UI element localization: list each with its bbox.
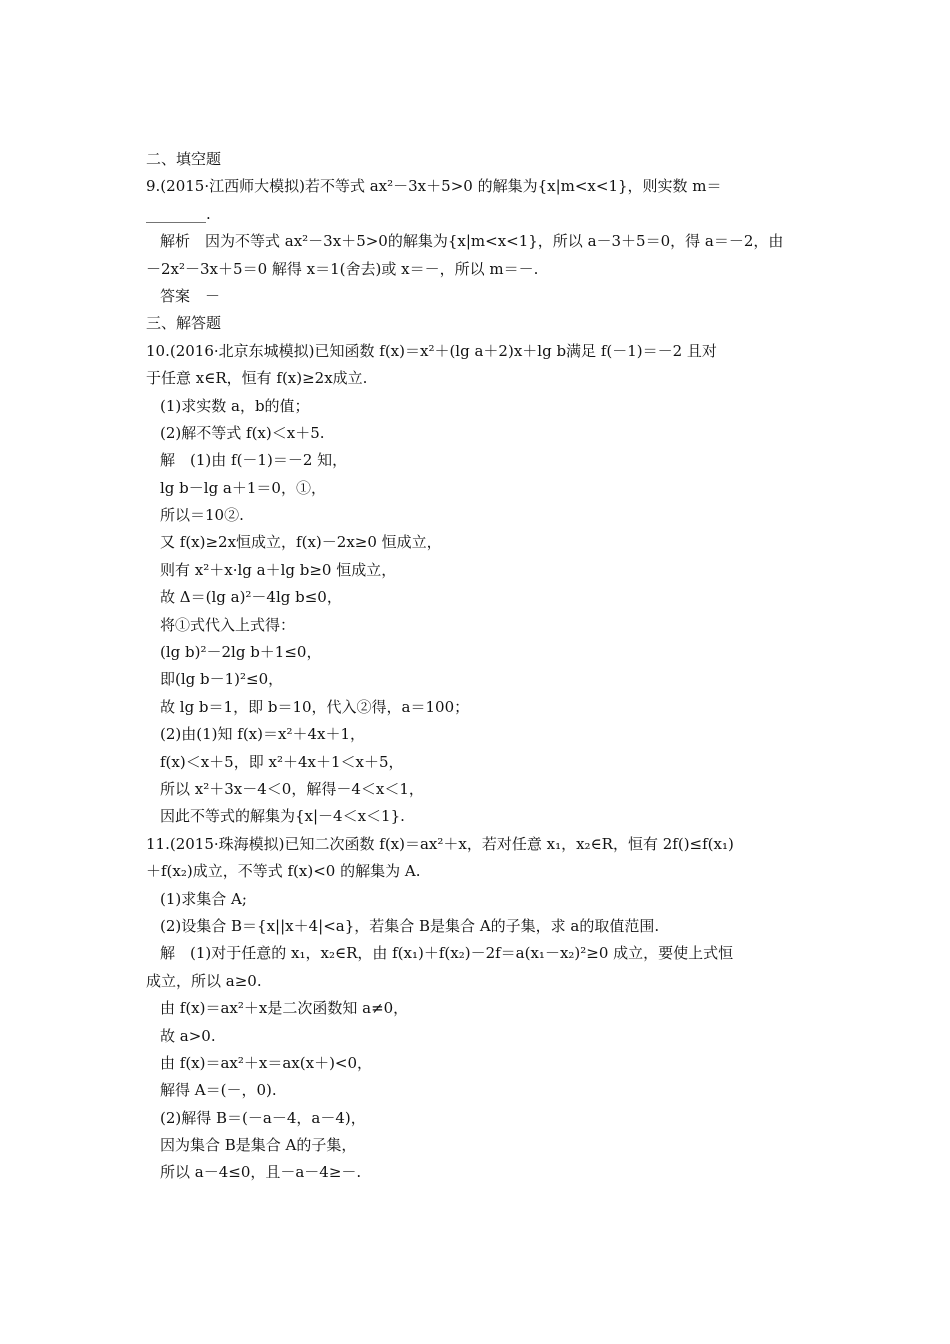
section-heading-solution: 三、解答题 <box>146 314 222 333</box>
problem-10-solution-line: 解 (1)由 f(－1)＝－2 知， <box>160 451 348 470</box>
problem-9-analysis: 解析 因为不等式 ax²－3x＋5>0的解集为{x|m<x<1}，所以 a－3＋5＝0，得 a＝－2，由 <box>160 232 784 251</box>
problem-10-part-2: (2)解不等式 f(x)＜x＋5. <box>160 423 325 442</box>
problem-11-solution-line: 解 (1)对于任意的 x₁，x₂∈R，由 f(x₁)＋f(x₂)－2f＝a(x₁－x₂)²≥0 成立，要使上式恒 <box>160 944 734 963</box>
problem-10-part-1: (1)求实数 a，b的值； <box>160 396 310 415</box>
problem-9-statement: 9.(2015·江西师大模拟)若不等式 ax²－3x＋5>0 的解集为{x|m<x<1}，则实数 m＝ <box>146 177 722 196</box>
problem-10-solution-line: f(x)＜x＋5，即 x²＋4x＋1＜x＋5， <box>160 752 404 771</box>
problem-10-solution-line: (lg b)²－2lg b＋1≤0， <box>160 643 322 662</box>
problem-10-solution-line: (2)由(1)知 f(x)＝x²＋4x＋1， <box>160 725 365 744</box>
problem-10-solution-line: 所以＝10②. <box>160 506 244 525</box>
problem-11-statement-cont: ＋f(x₂)成立，不等式 f(x)<0 的解集为 A. <box>146 862 421 881</box>
problem-11-solution-line: 由 f(x)＝ax²＋x＝ax(x＋)<0， <box>160 1053 373 1072</box>
problem-10-solution-line: 将①式代入上式得： <box>160 615 296 634</box>
problem-10-solution-line: lg b－lg a＋1＝0，①， <box>160 478 326 497</box>
problem-10-statement: 10.(2016·北京东城模拟)已知函数 f(x)＝x²＋(lg a＋2)x＋lg b满足 f(－1)＝－2 且对 <box>146 341 717 360</box>
section-heading-fill-blank: 二、填空题 <box>146 150 222 168</box>
problem-10-solution-line: 故 Δ＝(lg a)²－4lg b≤0， <box>160 588 342 607</box>
problem-10-statement-cont: 于任意 x∈R，恒有 f(x)≥2x成立. <box>146 369 368 388</box>
problem-11-solution-line: 所以 a－4≤0，且－a－4≥－. <box>160 1163 362 1182</box>
problem-9-answer-blank: ________. <box>146 204 211 223</box>
problem-11-part-1: (1)求集合 A; <box>160 889 247 908</box>
problem-11-solution-line: 成立，所以 a≥0. <box>146 971 262 990</box>
document-body <box>146 146 810 1187</box>
problem-11-solution-line: (2)解得 B＝(－a－4，a－4)， <box>160 1108 366 1127</box>
problem-11-solution-line: 由 f(x)＝ax²＋x是二次函数知 a≠0， <box>160 999 409 1018</box>
problem-11-part-2: (2)设集合 B＝{x||x＋4|<a}，若集合 B是集合 A的子集，求 a的取值范围. <box>160 916 660 935</box>
problem-11-statement: 11.(2015·珠海模拟)已知二次函数 f(x)＝ax²＋x，若对任意 x₁，x₂∈R，恒有 2f()≤f(x₁) <box>146 834 734 853</box>
problem-10-solution-line: 因此不等式的解集为{x|－4＜x＜1}. <box>160 807 405 826</box>
problem-10-solution-line: 所以 x²＋3x－4＜0，解得－4＜x＜1， <box>160 779 424 798</box>
problem-9-analysis-cont: －2x²－3x＋5＝0 解得 x＝1(舍去)或 x＝－，所以 m＝－. <box>146 259 539 278</box>
problem-9-answer: 答案 － <box>160 286 221 305</box>
problem-10-solution-line: 即(lg b－1)²≤0， <box>160 670 284 689</box>
problem-11-solution-line: 解得 A＝(－，0). <box>160 1081 277 1100</box>
problem-10-solution-line: 则有 x²＋x·lg a＋lg b≥0 恒成立， <box>160 560 397 579</box>
problem-11-solution-line: 因为集合 B是集合 A的子集， <box>160 1136 357 1155</box>
problem-10-solution-line: 故 lg b＝1，即 b＝10，代入②得，a＝100； <box>160 697 470 716</box>
problem-11-solution-line: 故 a>0. <box>160 1026 216 1045</box>
problem-10-solution-line: 又 f(x)≥2x恒成立，f(x)－2x≥0 恒成立， <box>160 533 442 552</box>
